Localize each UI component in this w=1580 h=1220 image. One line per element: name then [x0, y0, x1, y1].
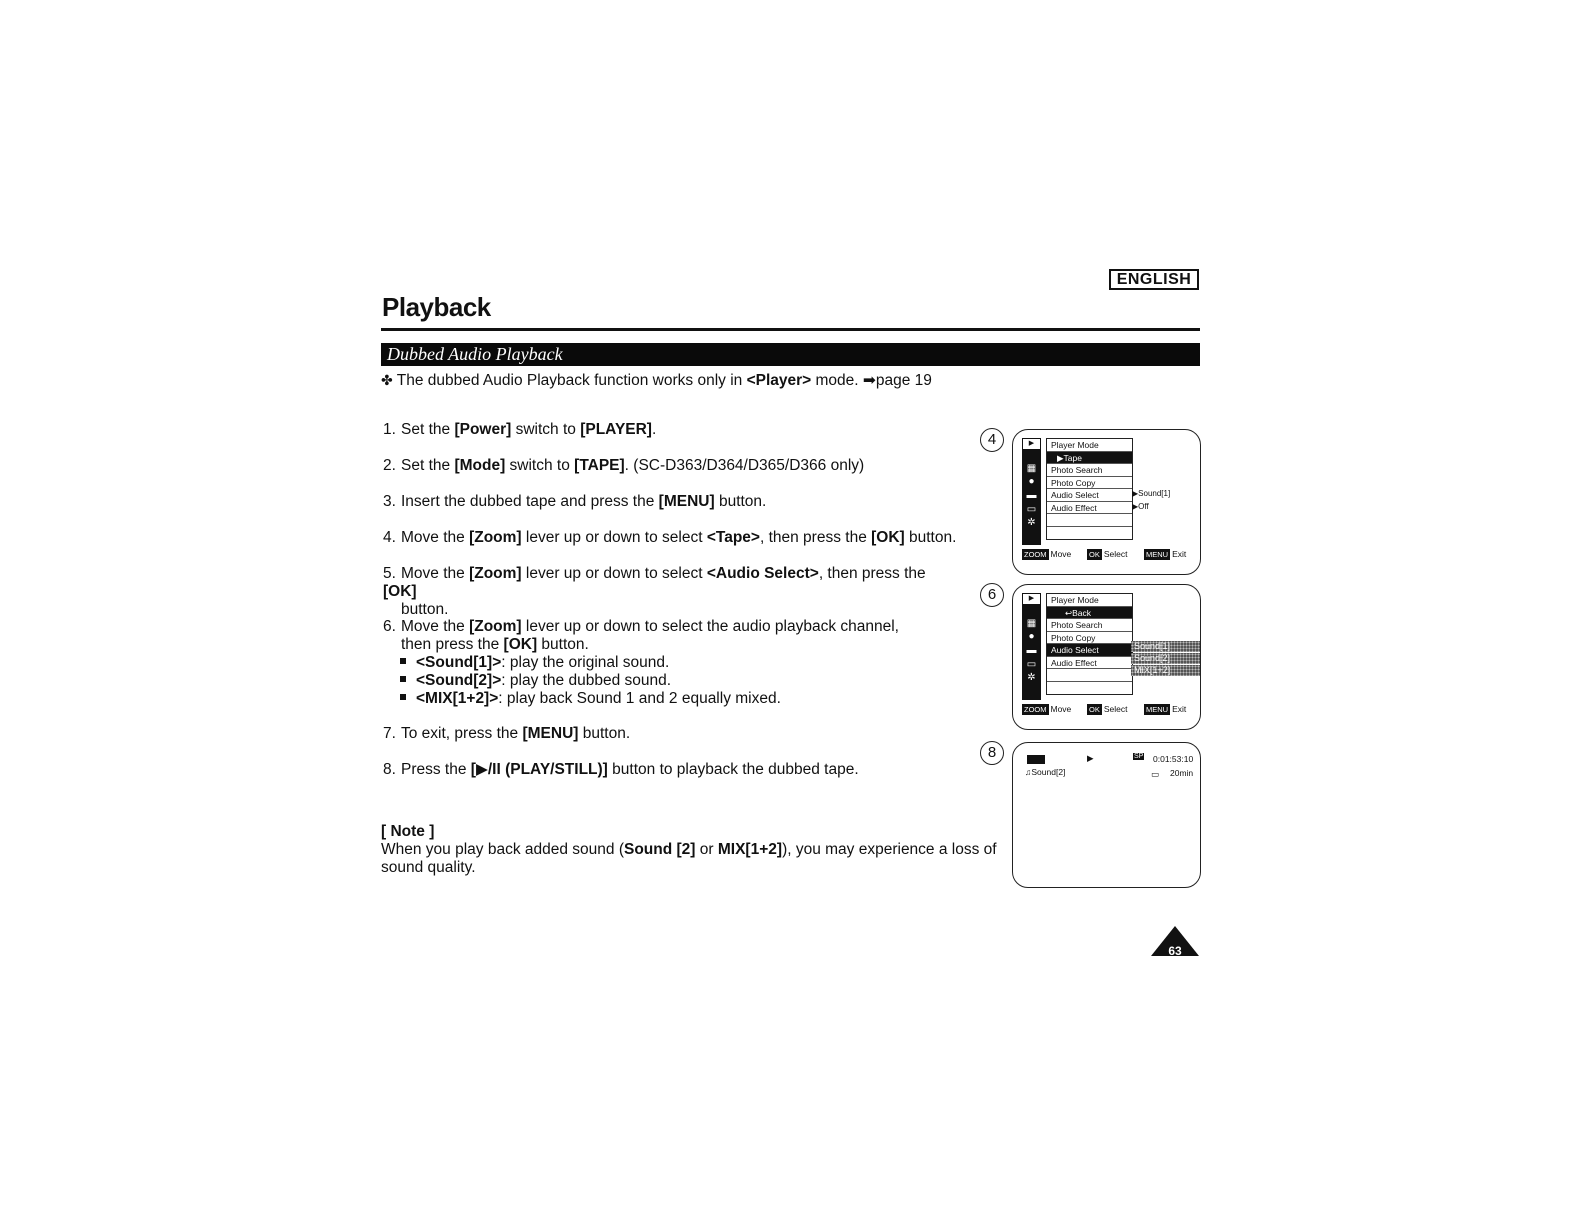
- step-1: [383, 421, 958, 439]
- step-key: [PLAYER]: [580, 421, 652, 438]
- tv-icon: ▭: [1026, 504, 1037, 515]
- tv-icon: ▭: [1026, 659, 1037, 670]
- step-number: 7.: [383, 725, 396, 742]
- step-key: [OK]: [871, 529, 905, 546]
- option-sound1-item[interactable]: Sound[1]: [1131, 641, 1201, 652]
- ok-key-icon: OK: [1089, 550, 1100, 559]
- intro-page-ref: mode. ➡page 19: [811, 372, 932, 389]
- sound-indicator: [1025, 767, 1065, 777]
- step-number: 4.: [383, 529, 396, 546]
- note-title: [ Note ]: [381, 823, 435, 840]
- menu-item-audio-effect[interactable]: Audio Effect: [1047, 502, 1132, 515]
- step-key: [MENU]: [522, 725, 579, 742]
- menu-list: [1046, 438, 1133, 540]
- menu-guide-bar: [1022, 703, 1194, 715]
- step-number: 6.: [383, 618, 396, 635]
- square-bullet-icon: [400, 658, 406, 664]
- step-text: Move the: [401, 529, 470, 546]
- step-text: button.: [714, 493, 767, 510]
- option-sound2: [400, 672, 671, 690]
- camera-icon: ●: [1028, 476, 1035, 487]
- step-text: lever up or down to select the audio playback channel,: [521, 618, 899, 635]
- menu-item-player-mode[interactable]: Player Mode: [1047, 594, 1132, 607]
- step-text: lever up or down to select: [521, 565, 707, 582]
- photo-search-icon: ▦: [1026, 463, 1037, 474]
- step-text: lever up or down to select: [521, 529, 707, 546]
- camera-icon: ●: [1028, 631, 1035, 642]
- option-desc: : play back Sound 1 and 2 equally mixed.: [498, 690, 781, 707]
- exit-label: Exit: [1172, 704, 1187, 714]
- step-text: Set the: [401, 421, 455, 438]
- note-text: sound quality.: [381, 859, 476, 876]
- screen-step-4: [1012, 429, 1201, 575]
- screen-step-6: [1012, 584, 1201, 730]
- step-2: [383, 457, 958, 475]
- option-desc: : play the dubbed sound.: [501, 672, 672, 689]
- tape-icon: ▬: [1026, 645, 1037, 656]
- option-desc: : play the original sound.: [501, 654, 670, 671]
- page-title: Playback: [382, 292, 491, 322]
- option-name: <Sound[2]>: [416, 672, 502, 689]
- menu-item-photo-copy[interactable]: Photo Copy: [1047, 477, 1132, 490]
- music-note-icon: ♫: [1025, 767, 1032, 777]
- step-key: <Audio Select>: [706, 565, 819, 582]
- step-3: [383, 493, 958, 511]
- note-text: When you play back added sound (: [381, 841, 624, 858]
- step-text: .: [651, 421, 657, 438]
- step-text: button.: [904, 529, 957, 546]
- option-sound2-item[interactable]: Sound[2]: [1131, 653, 1201, 664]
- step-key: [OK]: [383, 583, 417, 600]
- step-key: [TAPE]: [574, 457, 625, 474]
- menu-guide-bar: [1022, 548, 1194, 560]
- square-bullet-icon: [400, 694, 406, 700]
- step-number: 3.: [383, 493, 396, 510]
- step-7: [383, 725, 958, 743]
- step-4: [383, 529, 958, 547]
- step-key: [Mode]: [454, 457, 506, 474]
- step-6: [383, 618, 958, 654]
- zoom-key-icon: ZOOM: [1024, 550, 1047, 559]
- timecode: 0:01:53:10: [1153, 754, 1194, 764]
- step-number: 5.: [383, 565, 396, 582]
- step-text: button.: [578, 725, 631, 742]
- menu-item-audio-select[interactable]: Audio Select: [1047, 644, 1132, 657]
- title-divider: [381, 328, 1200, 331]
- square-bullet-icon: [400, 676, 406, 682]
- photo-search-icon: ▦: [1026, 618, 1037, 629]
- sp-mode-icon: SP: [1134, 753, 1144, 760]
- settings-gear-icon: ✲: [1027, 672, 1036, 683]
- step-marker-8: 8: [980, 741, 1004, 765]
- step-5: [383, 565, 958, 619]
- exit-label: Exit: [1172, 549, 1187, 559]
- intro-mode: <Player>: [746, 372, 812, 389]
- language-badge: ENGLISH: [1109, 269, 1199, 290]
- note-bold: MIX[1+2]: [717, 841, 783, 858]
- remaining-time: 20min: [1170, 768, 1194, 778]
- menu-list: [1046, 593, 1133, 695]
- menu-item-empty: [1047, 669, 1132, 682]
- option-mix-item[interactable]: MIX[1+2]: [1131, 665, 1201, 676]
- zoom-key-icon: ZOOM: [1024, 705, 1047, 714]
- menu-key-icon: MENU: [1146, 705, 1169, 714]
- step-text: , then press the: [818, 565, 926, 582]
- settings-gear-icon: ✲: [1027, 517, 1036, 528]
- step-text: Press the: [401, 761, 471, 778]
- step-text: button to playback the dubbed tape.: [607, 761, 859, 778]
- tape-icon: ▬: [1026, 490, 1037, 501]
- menu-item-audio-effect[interactable]: Audio Effect: [1047, 657, 1132, 670]
- step-key: [Zoom]: [469, 529, 522, 546]
- menu-item-empty: [1047, 527, 1132, 540]
- menu-item-back[interactable]: ↩Back: [1047, 607, 1132, 620]
- intro-line: [381, 371, 932, 390]
- move-label: Move: [1050, 549, 1072, 559]
- step-text: button.: [537, 636, 589, 653]
- note-bold: Sound [2]: [624, 841, 696, 858]
- option-sound1: [400, 654, 669, 672]
- menu-item-photo-search[interactable]: Photo Search: [1047, 619, 1132, 632]
- step-text: Move the: [401, 618, 470, 635]
- step-key: [OK]: [503, 636, 538, 653]
- step-key: [Zoom]: [469, 618, 522, 635]
- step-text: Insert the dubbed tape and press the: [401, 493, 659, 510]
- step-text: Move the: [401, 565, 470, 582]
- note-text: or: [695, 841, 718, 858]
- step-8: [383, 761, 958, 779]
- player-mode-icon: ▶: [1022, 438, 1041, 450]
- ok-key-icon: OK: [1089, 705, 1100, 714]
- step-marker-6: 6: [980, 583, 1004, 607]
- intro-text: The dubbed Audio Playback function works only in: [396, 372, 747, 389]
- menu-item-player-mode[interactable]: Player Mode: [1047, 439, 1132, 452]
- step-key: [Power]: [454, 421, 512, 438]
- option-name: <Sound[1]>: [416, 654, 502, 671]
- select-label: Select: [1103, 549, 1128, 559]
- option-mix: [400, 690, 781, 708]
- menu-item-photo-copy[interactable]: Photo Copy: [1047, 632, 1132, 645]
- step-number: 1.: [383, 421, 396, 438]
- menu-item-photo-search[interactable]: Photo Search: [1047, 464, 1132, 477]
- note-body: [381, 841, 1001, 877]
- menu-item-empty: [1047, 682, 1132, 695]
- play-status-icon: ▶: [1087, 753, 1094, 763]
- step-text: . (SC-D363/D364/D365/D366 only): [624, 457, 865, 474]
- step-number: 8.: [383, 761, 396, 778]
- step-text: Set the: [401, 457, 455, 474]
- page-number: 63: [1168, 944, 1182, 958]
- step-text: then press the: [401, 636, 504, 653]
- menu-item-tape[interactable]: ▶Tape: [1047, 452, 1132, 465]
- audio-select-value: ▶Sound[1]: [1132, 489, 1171, 498]
- step-number: 2.: [383, 457, 396, 474]
- option-name: <MIX[1+2]>: [416, 690, 499, 707]
- battery-icon: [1027, 755, 1045, 764]
- section-title: Dubbed Audio Playback: [387, 344, 563, 364]
- screen-step-8: [1012, 742, 1201, 888]
- audio-effect-value: ▶Off: [1132, 501, 1149, 511]
- menu-key-icon: MENU: [1146, 550, 1169, 559]
- step-text: To exit, press the: [401, 725, 523, 742]
- select-label: Select: [1103, 704, 1128, 714]
- step-6-line2: [383, 636, 958, 654]
- step-text: switch to: [511, 421, 581, 438]
- current-values: [1132, 488, 1170, 513]
- section-header: [381, 343, 1200, 366]
- step-text: button.: [401, 601, 449, 618]
- step-text: switch to: [505, 457, 575, 474]
- tape-remaining-icon: ▭: [1151, 769, 1160, 779]
- move-label: Move: [1050, 704, 1072, 714]
- step-text: , then press the: [759, 529, 872, 546]
- player-mode-icon: ▶: [1022, 593, 1041, 605]
- menu-item-empty: [1047, 514, 1132, 527]
- step-marker-4: 4: [980, 428, 1004, 452]
- step-key: [Zoom]: [469, 565, 522, 582]
- bullet-icon: ✤: [381, 372, 393, 388]
- step-key: [▶/II (PLAY/STILL)]: [470, 761, 608, 778]
- sound-channel: Sound[2]: [1031, 767, 1066, 777]
- menu-item-audio-select[interactable]: Audio Select: [1047, 489, 1132, 502]
- step-key: [MENU]: [658, 493, 715, 510]
- step-key: <Tape>: [706, 529, 760, 546]
- note-text: ), you may experience a loss of: [782, 841, 997, 858]
